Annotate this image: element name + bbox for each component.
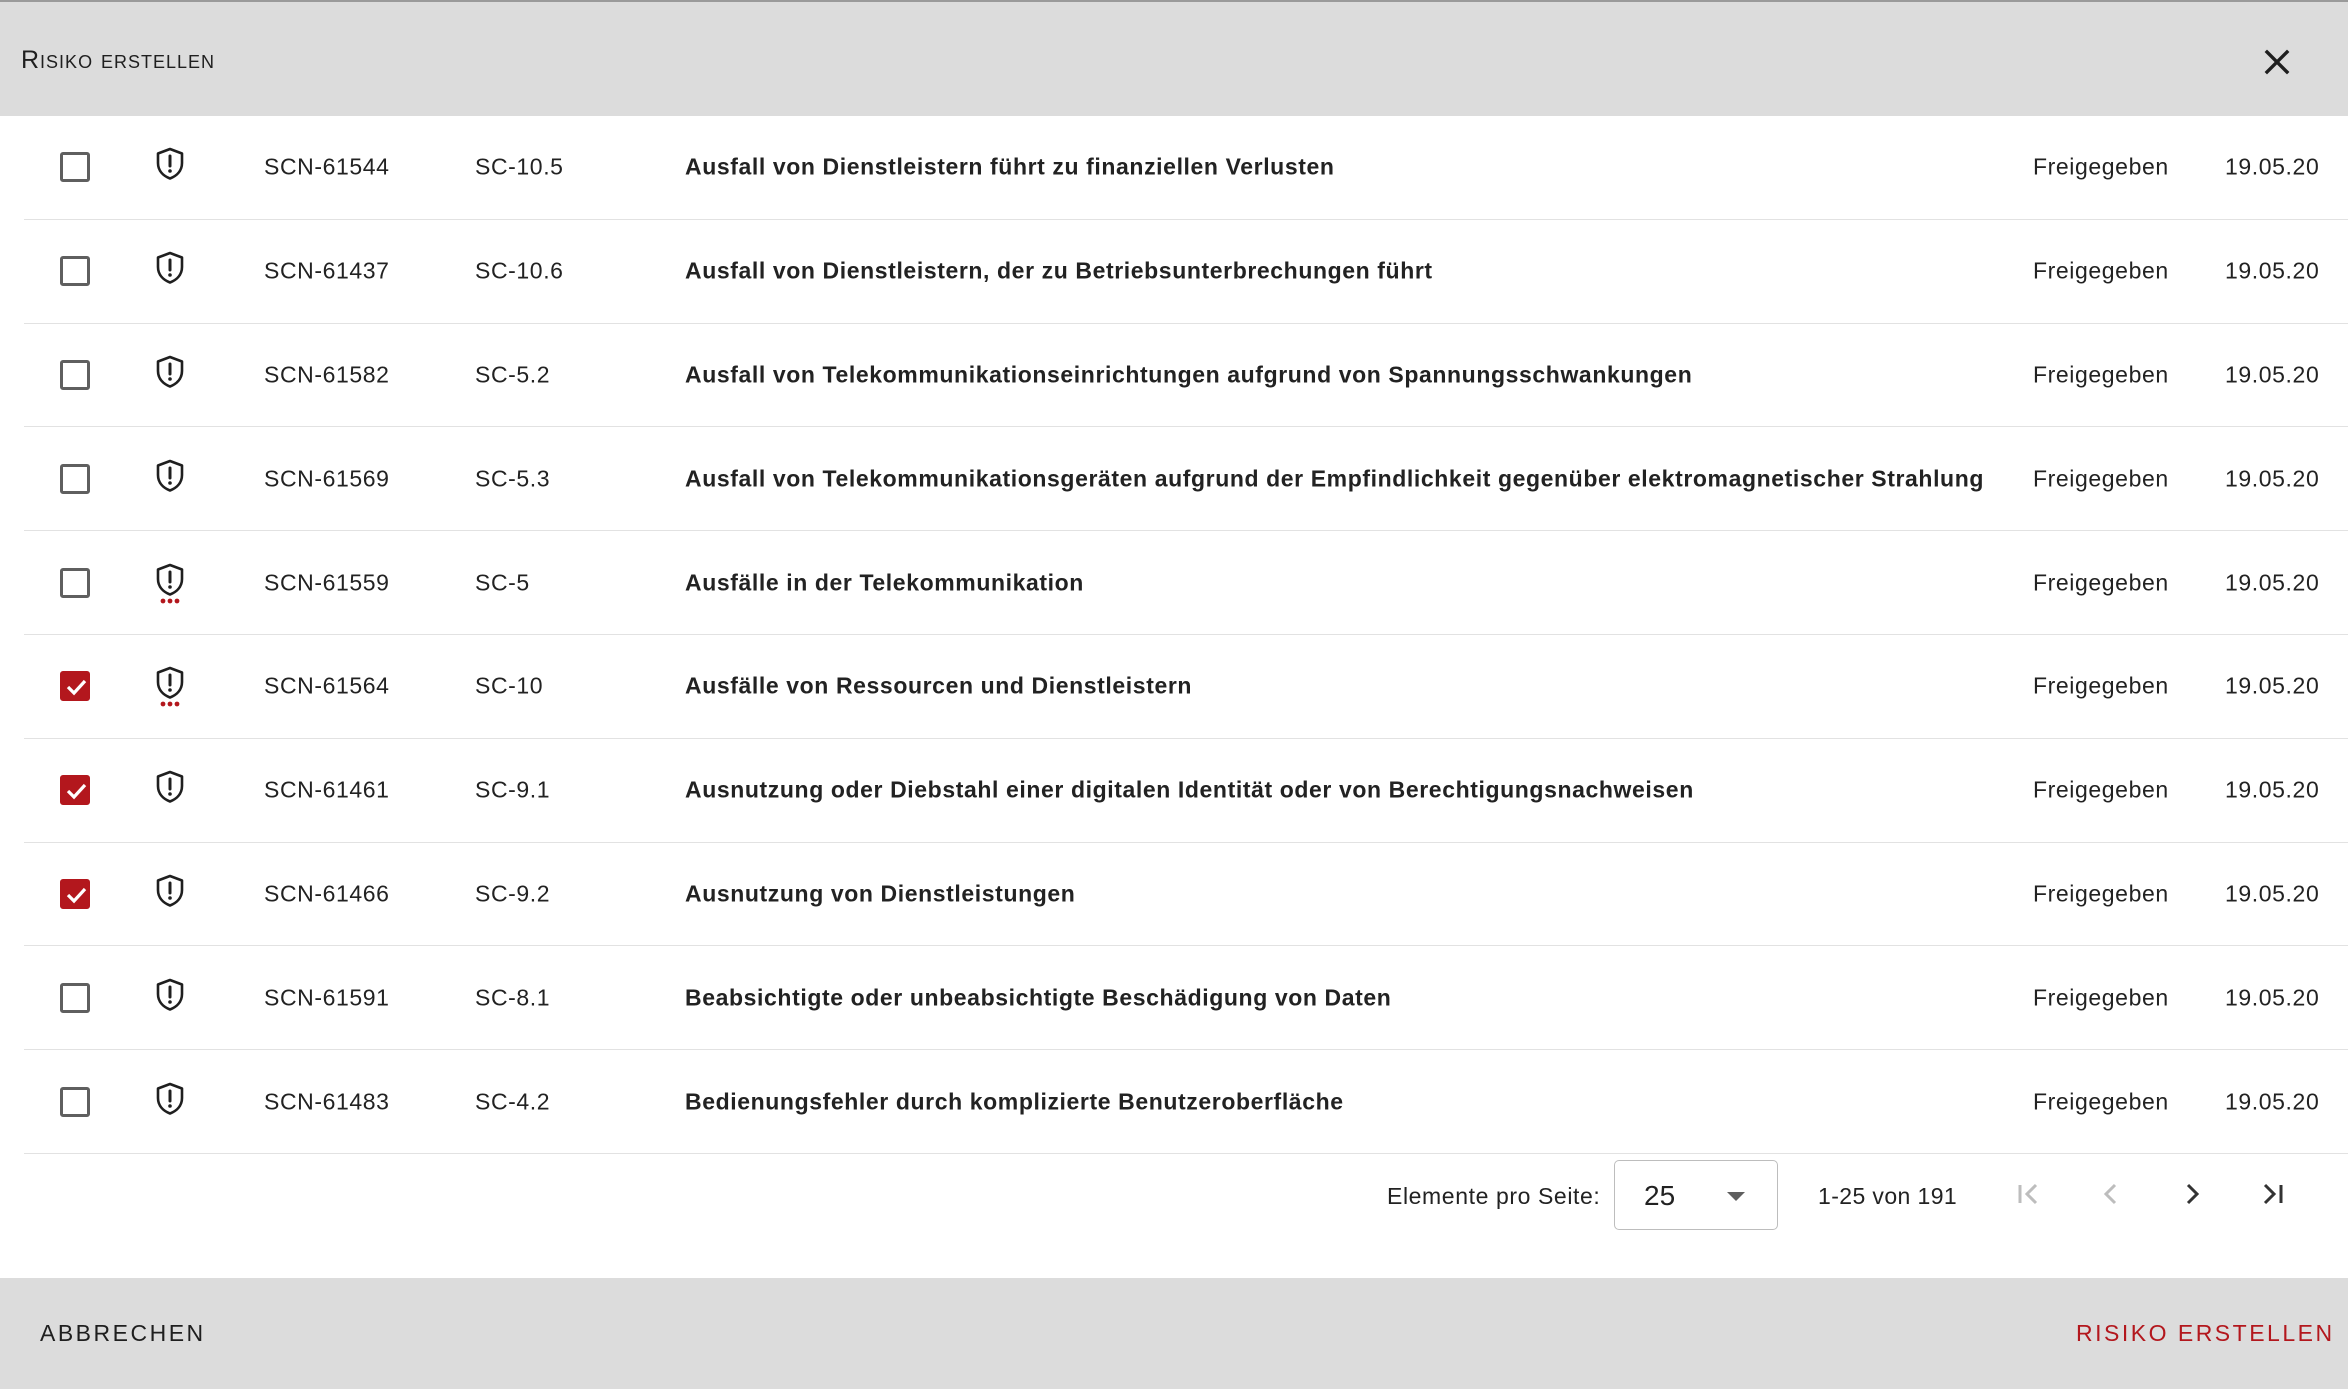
risk-id: SCN-61591 (264, 984, 390, 1011)
risk-title: Bedienungsfehler durch komplizierte Benutzeroberfläche (685, 1088, 1344, 1115)
risk-id: SCN-61544 (264, 153, 390, 180)
risk-title: Ausfälle von Ressourcen und Dienstleistern (685, 672, 1193, 699)
risk-date: 19.05.20 (2225, 569, 2320, 596)
risk-title: Ausfall von Telekommunikationseinrichtungen aufgrund von Spannungsschwankungen (685, 361, 1693, 388)
risk-id: SCN-61483 (264, 1088, 390, 1115)
risk-status: Freigegeben (2033, 776, 2169, 803)
risk-date: 19.05.20 (2225, 361, 2320, 388)
row-checkbox[interactable] (60, 879, 90, 909)
risk-code: SC-9.1 (475, 776, 551, 803)
items-per-page-value: 25 (1644, 1180, 1676, 1211)
create-risk-dialog (0, 2, 2348, 1389)
risk-title: Ausnutzung von Dienstleistungen (685, 880, 1076, 907)
risk-id: SCN-61461 (264, 776, 390, 803)
risk-date: 19.05.20 (2225, 776, 2320, 803)
row-checkbox[interactable] (60, 671, 90, 701)
shield-alert-icon (154, 768, 186, 812)
risk-code: SC-5.2 (475, 361, 551, 388)
page-range-label: 1-25 von 191 (1818, 1183, 1958, 1209)
checkmark-icon (65, 676, 87, 698)
risk-title: Ausfall von Dienstleistern führt zu finanziellen Verlusten (685, 153, 1335, 180)
checkmark-icon (65, 884, 87, 906)
shield-alert-icon (154, 145, 186, 189)
table-row[interactable] (24, 946, 2348, 1050)
table-row[interactable] (24, 427, 2348, 531)
row-checkbox[interactable] (60, 360, 90, 390)
risk-date: 19.05.20 (2225, 1088, 2320, 1115)
shield-alert-icon (154, 249, 186, 293)
table-row[interactable] (24, 739, 2348, 843)
risk-date: 19.05.20 (2225, 672, 2320, 699)
risk-status: Freigegeben (2033, 361, 2169, 388)
risk-title: Ausfall von Dienstleistern, der zu Betriebsunterbrechungen führt (685, 257, 1433, 284)
risk-code: SC-5.3 (475, 465, 551, 492)
dialog-header (0, 2, 2348, 116)
risk-status: Freigegeben (2033, 153, 2169, 180)
shield-alert-group-icon (154, 561, 186, 605)
items-per-page-label: Elemente pro Seite: (1387, 1183, 1601, 1209)
table-row[interactable] (24, 531, 2348, 635)
table-row[interactable] (24, 635, 2348, 739)
paginator (0, 1142, 2348, 1252)
risk-status: Freigegeben (2033, 1088, 2169, 1115)
risk-status: Freigegeben (2033, 465, 2169, 492)
risk-status: Freigegeben (2033, 257, 2169, 284)
shield-alert-icon (154, 976, 186, 1020)
risk-status: Freigegeben (2033, 984, 2169, 1011)
risk-id: SCN-61466 (264, 880, 390, 907)
risk-title: Ausfall von Telekommunikationsgeräten aufgrund der Empfindlichkeit gegenüber elektromagnetischer Strahlung (685, 465, 1985, 492)
table-row[interactable] (24, 1050, 2348, 1154)
chevron-left-icon (2089, 1172, 2133, 1216)
risk-id: SCN-61559 (264, 569, 390, 596)
risk-code: SC-8.1 (475, 984, 551, 1011)
first-page-icon (2007, 1172, 2051, 1216)
risk-code: SC-5 (475, 569, 530, 596)
previous-page-button[interactable] (2089, 1172, 2133, 1216)
row-checkbox[interactable] (60, 1087, 90, 1117)
risk-date: 19.05.20 (2225, 880, 2320, 907)
risk-title: Ausfälle in der Telekommunikation (685, 569, 1084, 596)
table-row[interactable] (24, 220, 2348, 324)
risk-id: SCN-61564 (264, 672, 390, 699)
shield-alert-group-icon (154, 664, 186, 708)
row-checkbox[interactable] (60, 152, 90, 182)
risk-date: 19.05.20 (2225, 257, 2320, 284)
risk-table (0, 116, 2348, 1154)
dropdown-arrow-icon (1725, 1191, 1747, 1203)
backdrop-strip (0, 1389, 2348, 1394)
risk-code: SC-10.5 (475, 153, 564, 180)
close-icon (2264, 49, 2290, 75)
dialog-title: Risiko erstellen (21, 46, 216, 74)
risk-id: SCN-61582 (264, 361, 390, 388)
next-page-button[interactable] (2170, 1172, 2214, 1216)
checkmark-icon (65, 780, 87, 802)
dialog-footer (0, 1278, 2348, 1389)
row-checkbox[interactable] (60, 775, 90, 805)
risk-status: Freigegeben (2033, 880, 2169, 907)
shield-alert-icon (154, 353, 186, 397)
close-button[interactable] (2254, 39, 2300, 85)
risk-code: SC-4.2 (475, 1088, 551, 1115)
items-per-page-select[interactable] (1614, 1160, 1778, 1230)
table-row[interactable] (24, 843, 2348, 947)
risk-date: 19.05.20 (2225, 465, 2320, 492)
risk-code: SC-9.2 (475, 880, 551, 907)
first-page-button[interactable] (2007, 1172, 2051, 1216)
row-checkbox[interactable] (60, 568, 90, 598)
row-checkbox[interactable] (60, 256, 90, 286)
shield-alert-icon (154, 1080, 186, 1124)
last-page-button[interactable] (2251, 1172, 2295, 1216)
table-row[interactable] (24, 116, 2348, 220)
risk-code: SC-10 (475, 672, 544, 699)
row-checkbox[interactable] (60, 464, 90, 494)
create-risk-button[interactable]: RISIKO ERSTELLEN (2076, 1320, 2335, 1346)
risk-date: 19.05.20 (2225, 153, 2320, 180)
risk-title: Beabsichtigte oder unbeabsichtigte Beschädigung von Daten (685, 984, 1392, 1011)
row-checkbox[interactable] (60, 983, 90, 1013)
shield-alert-icon (154, 457, 186, 501)
table-row[interactable] (24, 324, 2348, 428)
risk-date: 19.05.20 (2225, 984, 2320, 1011)
risk-code: SC-10.6 (475, 257, 564, 284)
chevron-right-icon (2170, 1172, 2214, 1216)
risk-id: SCN-61437 (264, 257, 390, 284)
risk-status: Freigegeben (2033, 672, 2169, 699)
risk-id: SCN-61569 (264, 465, 390, 492)
risk-title: Ausnutzung oder Diebstahl einer digitalen Identität oder von Berechtigungsnachweisen (685, 776, 1694, 803)
risk-status: Freigegeben (2033, 569, 2169, 596)
shield-alert-icon (154, 872, 186, 916)
last-page-icon (2251, 1172, 2295, 1216)
cancel-button[interactable]: ABBRECHEN (40, 1320, 206, 1346)
